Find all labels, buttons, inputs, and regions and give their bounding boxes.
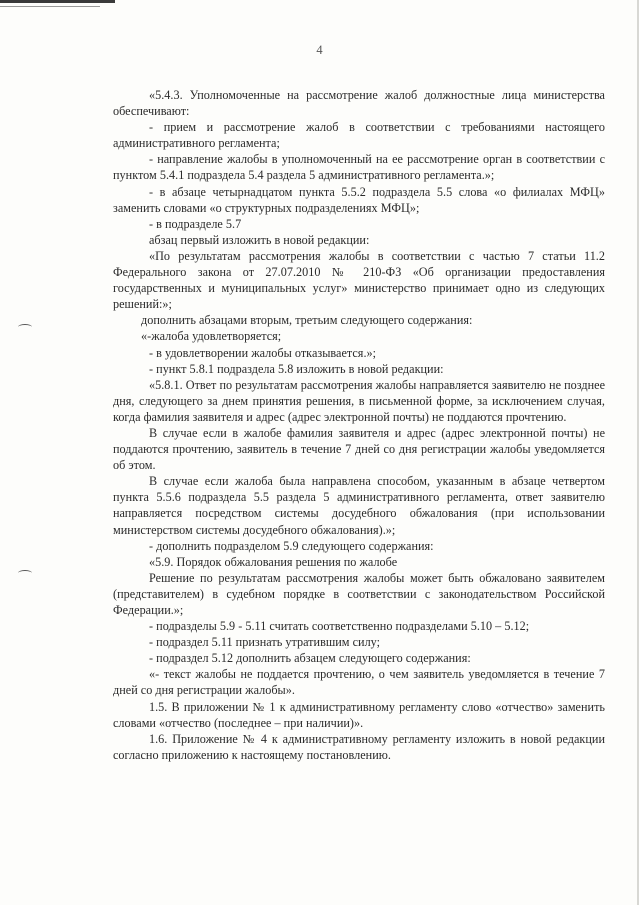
paragraph: Решение по результатам рассмотрения жалобы может быть обжаловано заявителем (представителем) в судебном порядке в соответствии с законодательством Российской Федерации.»; [113,570,605,617]
paragraph: «5.8.1. Ответ по результатам рассмотрения жалобы направляется заявителю не позднее дня, следующего за днем принятия решения, в письменной форме, за исключением случая, когда фамилия заявителя и адрес (адрес электронной почты) не поддаются прочтению. [113,377,605,424]
paragraph: - подразделы 5.9 - 5.11 считать соответственно подразделами 5.10 – 5.12; [149,619,530,634]
paragraph: - прием и рассмотрение жалоб в соответствии с требованиями настоящего административного регламента; [113,120,605,151]
scan-edge-bar [0,0,115,3]
page-number: 4 [316,43,323,57]
paragraph: 1.6. Приложение № 4 к административному регламенту изложить в новой редакции согласно приложению к настоящему постановлению. [113,731,605,762]
paragraph: «5.4.3. Уполномоченные на рассмотрение жалоб должностные лица министерства обеспечивают: [113,88,605,119]
scan-edge-line [0,6,100,7]
paragraph: дополнить абзацами вторым, третьим следующего содержания: [141,313,473,328]
paragraph: абзац первый изложить в новой редакции: [149,232,370,247]
paragraph: В случае если жалоба была направлена способом, указанным в абзаце четвертом пункта 5.5.6 подраздела 5.5 раздела 5 административного регламента, ответ заявителю направляется посредством системы досудебного обжалования (при использовании министерством системы досудебного обжалования).»; [113,474,605,537]
paragraph: - дополнить подразделом 5.9 следующего содержания: [149,538,434,553]
paragraph: В случае если в жалобе фамилия заявителя и адрес (адрес электронной почты) не поддаются прочтению, заявитель в течение 7 дней со дня регистрации жалобы уведомляется об этом. [113,425,605,473]
paragraph: - пункт 5.8.1 подраздела 5.8 изложить в новой редакции: [149,361,444,376]
paragraph: 1.5. В приложении № 1 к административному регламенту слово «отчество» заменить словами «отчество (последнее – при наличии)». [113,699,605,730]
paragraph: - направление жалобы в уполномоченный на ее рассмотрение орган в соответствии с пунктом 5.4.1 подраздела 5.4 раздела 5 административного регламента.»; [113,152,605,183]
paragraph: - подраздел 5.11 признать утратившим силу; [149,635,381,650]
paragraph: «-жалоба удовлетворяется; [141,329,282,344]
paragraph: - в подразделе 5.7 [149,216,242,231]
punch-hole-mark [18,570,32,576]
paragraph: - в абзаце четырнадцатом пункта 5.5.2 подраздела 5.5 слова «о филиалах МФЦ» заменить словами «о структурных подразделениях МФЦ»; [113,184,605,215]
paragraph: - подраздел 5.12 дополнить абзацем следующего содержания: [149,651,471,666]
paragraph: - в удовлетворении жалобы отказывается.»; [149,345,377,360]
document-body [113,87,605,763]
paragraph: «По результатам рассмотрения жалобы в соответствии с частью 7 статьи 11.2 Федерального закона от 27.07.2010 № 210-ФЗ «Об организации предоставления государственных и муниципальных услуг» министерство принимает одно из следующих решений:»; [113,248,605,312]
paragraph: «5.9. Порядок обжалования решения по жалобе [149,554,398,569]
paragraph: «- текст жалобы не поддается прочтению, о чем заявитель уведомляется в течение 7 дней со дня регистрации жалобы». [113,667,605,698]
punch-hole-mark [18,324,32,330]
